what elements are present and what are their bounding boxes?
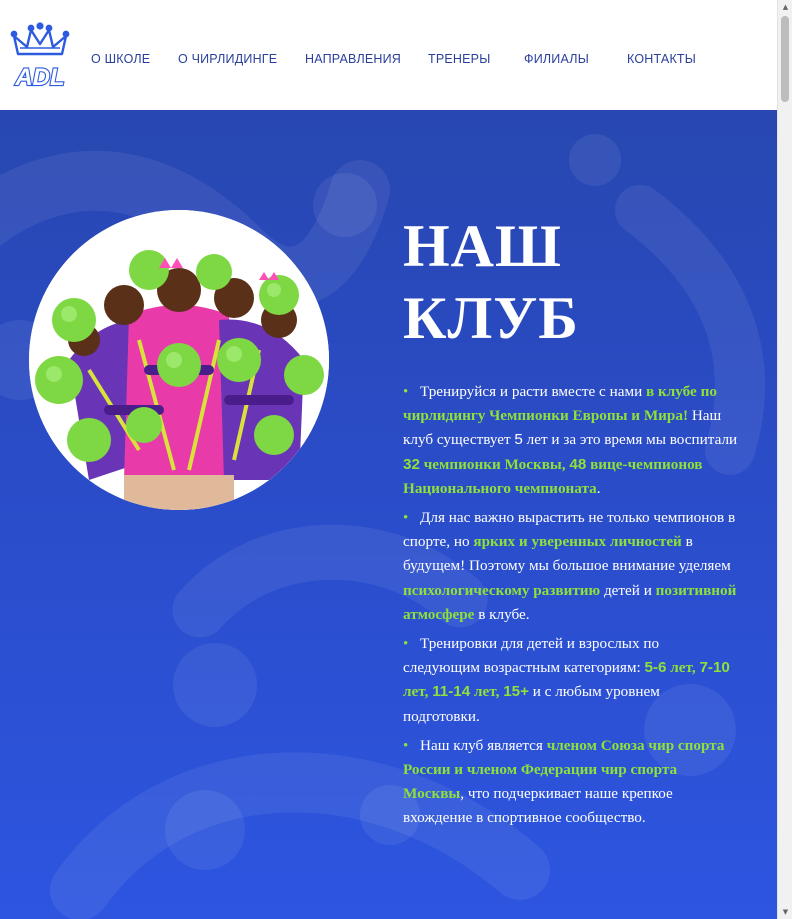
nav-directions[interactable]: НАПРАВЛЕНИЯ xyxy=(305,52,402,66)
bullet-icon: • xyxy=(403,636,409,653)
crown-icon xyxy=(12,24,68,54)
paragraph-membership: • Наш клуб является членом Союза чир спорта России и членом Федерации чир спорта Москвы, что подчеркивает наше крепкое вхождение в спортивное сообщество. xyxy=(403,734,738,831)
vertical-scrollbar[interactable] xyxy=(777,0,792,919)
nav-about-school[interactable]: О ШКОЛЕ xyxy=(91,52,151,66)
nav-branches[interactable]: ФИЛИАЛЫ xyxy=(524,52,589,66)
bullet-icon: • xyxy=(403,737,409,754)
bullet-icon: • xyxy=(403,384,409,400)
nav-contacts[interactable]: КОНТАКТЫ xyxy=(627,52,697,66)
paragraph-age-groups: • Тренировки для детей и взрослых по следующим возрастным категориям: 5-6 лет, 7-10 лет, 11-14 лет, 15+ и с любым уровнем подготовки. xyxy=(403,632,738,729)
paragraph-training: • Тренируйся и расти вместе с нами в клубе по чирлидингу Чемпионки Европы и Мира! Наш клуб существует 5 лет и за это время мы воспитали 32 чемпионки Москвы, 48 вице-чемпионов Национального чемпионата. xyxy=(403,380,738,501)
adl-logo[interactable] xyxy=(8,22,72,88)
section-title xyxy=(403,210,579,354)
club-description xyxy=(403,380,738,836)
title-line-2: КЛУБ xyxy=(403,285,579,351)
nav-about-cheerleading[interactable]: О ЧИРЛИДИНГЕ xyxy=(178,52,278,66)
paragraph-personality: • Для нас важно вырастить не только чемпионов в спорте, но ярких и уверенных личностей в будущем! Поэтому мы большое внимание уделяем психологическому развитию детей и позитивной атмосфере в клубе. xyxy=(403,506,738,627)
nav-coaches[interactable]: ТРЕНЕРЫ xyxy=(428,52,491,66)
our-club-section xyxy=(0,110,777,919)
logo-text: ADL xyxy=(15,64,65,88)
scrollbar-thumb[interactable] xyxy=(781,16,789,102)
site-header xyxy=(0,0,777,110)
cheerleaders-group-image xyxy=(29,210,329,510)
team-photo xyxy=(29,210,329,510)
scroll-down-icon[interactable]: ▼ xyxy=(782,908,789,916)
scroll-up-icon[interactable]: ▲ xyxy=(782,3,789,11)
bullet-icon: • xyxy=(403,510,409,527)
title-line-1: НАШ xyxy=(403,213,562,279)
